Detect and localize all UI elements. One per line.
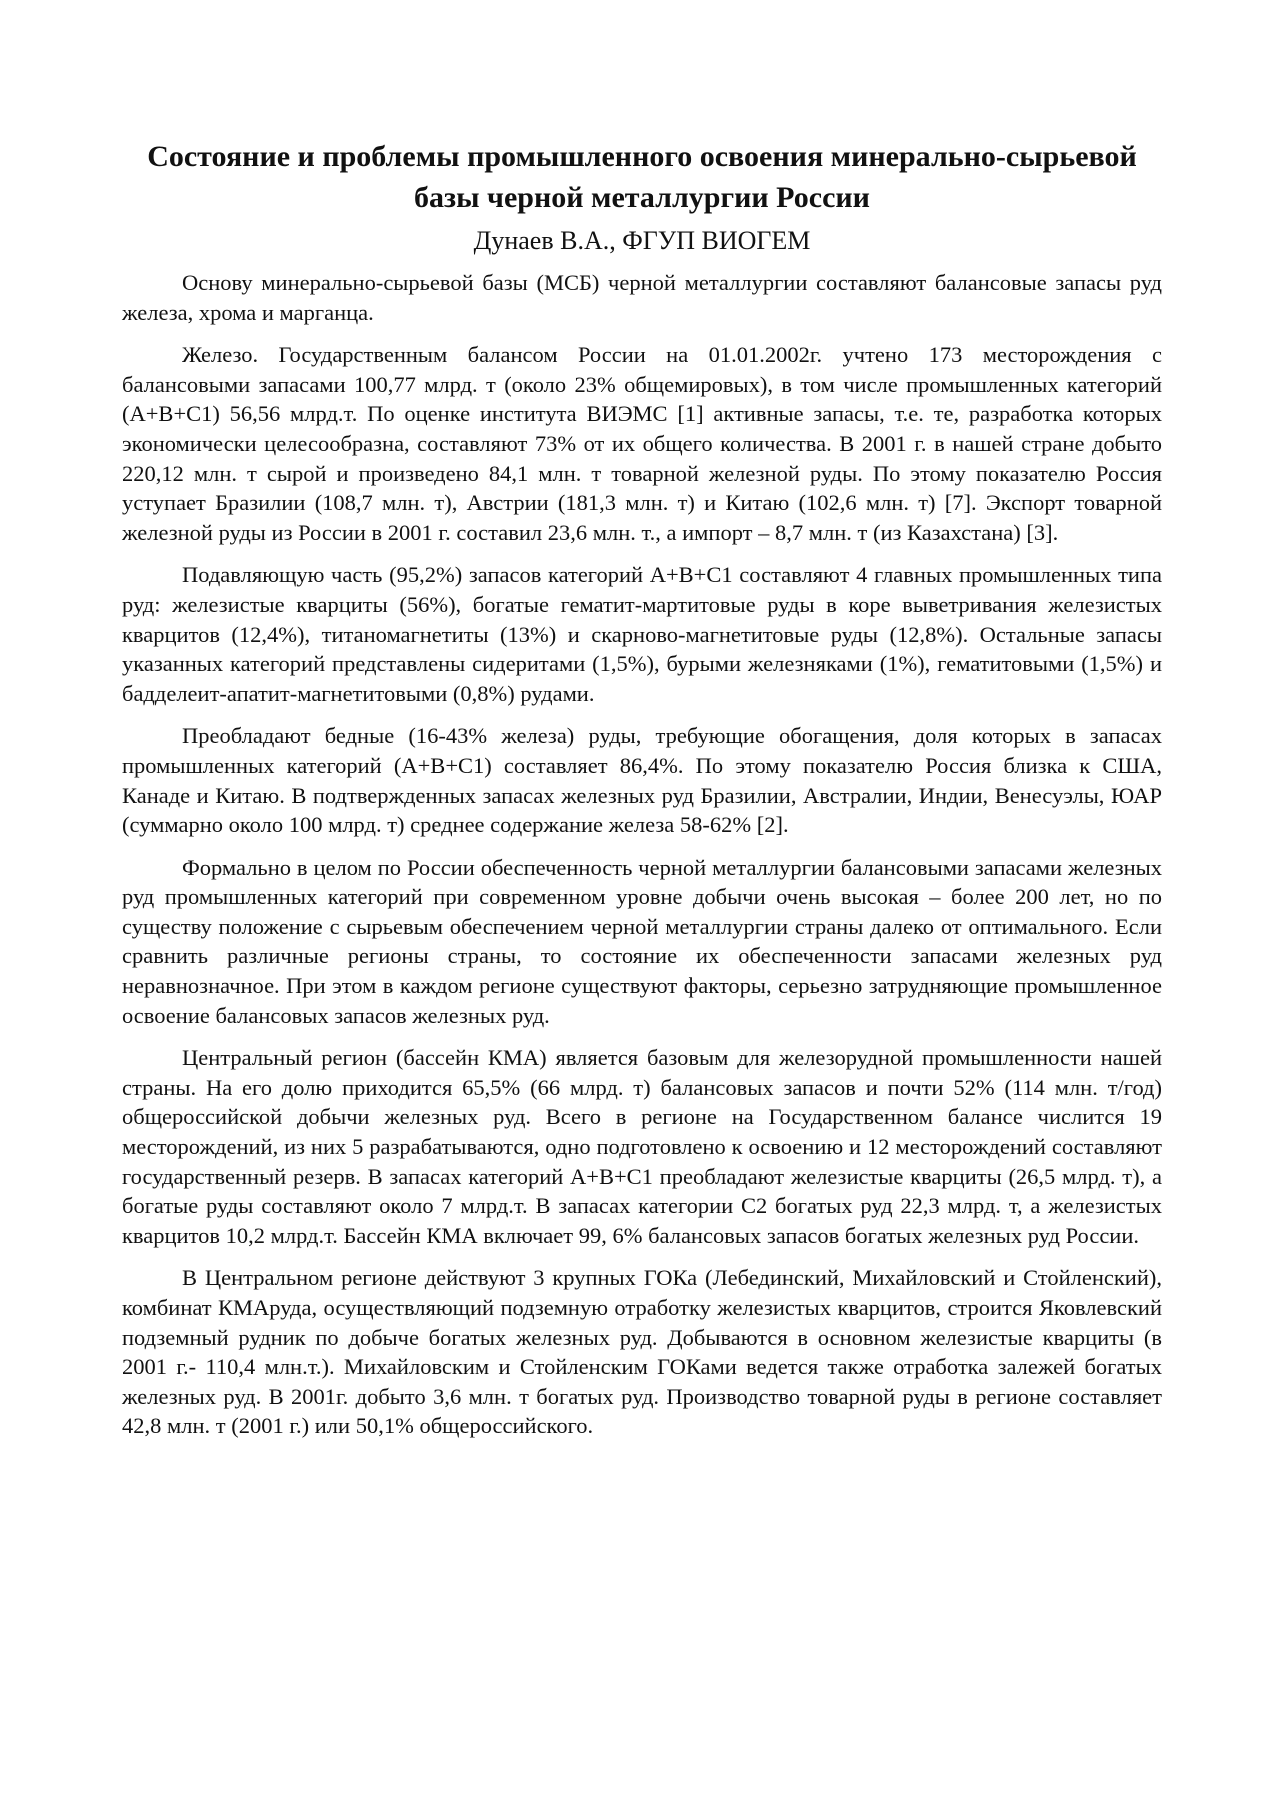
paragraph-ore-types: Подавляющую часть (95,2%) запасов категорий А+В+С1 составляют 4 главных промышленных типа руд: железистые кварциты (56%), богатые гематит-мартитовые руды в коре выветривания железистых кварцитов (12,4%), титаномагнетиты (13%) и скарново-магнетитовые руды (12,8%). Остальные запасы указанных категорий представлены сидеритами (1,5%), бурыми железняками (1%), гематитовыми (1,5%) и бадделеит-апатит-магнетитовыми (0,8%) рудами. <box>122 562 1162 706</box>
paragraph-poor-ores: Преобладают бедные (16-43% железа) руды, требующие обогащения, доля которых в запасах промышленных категорий (А+В+С1) составляет 86,4%. По этому показателю Россия близка к США, Канаде и Китаю. В подтвержденных запасах железных руд Бразилии, Австралии, Индии, Венесуэлы, ЮАР (суммарно около 100 млрд. т) среднее содержание железа 58-62% [2]. <box>122 723 1162 838</box>
document-title: Состояние и проблемы промышленного освоения минерально-сырьевой базы черной металлургии России <box>147 140 1137 214</box>
paragraph-iron-reserves: Железо. Государственным балансом России на 01.01.2002г. учтено 173 месторождения с балансовыми запасами 100,77 млрд. т (около 23% общемировых), в том числе промышленных категорий (А+В+С1) 56,56 млрд.т. По оценке института ВИЭМС [1] активные запасы, т.е. те, разработка которых экономически целесообразна, составляют 73% от их общего количества. В 2001 г. в нашей стране добыто 220,12 млн. т сырой и произведено 84,1 млн. т товарной железной руды. По этому показателю Россия уступает Бразилии (108,7 млн. т), Австрии (181,3 млн. т) и Китаю (102,6 млн. т) [7]. Экспорт товарной железной руды из России в 2001 г. составил 23,6 млн. т., а импорт – 8,7 млн. т (из Казахстана) [3]. <box>122 342 1162 545</box>
paragraph-central-goks: В Центральном регионе действуют 3 крупных ГОКа (Лебединский, Михайловский и Стойленский), комбинат КМАруда, осуществляющий подземную отработку железистых кварцитов, строится Яковлевский подземный рудник по добыче богатых железных руд. Добываются в основном железистые кварциты (в 2001 г.- 110,4 млн.т.). Михайловским и Стойленским ГОКами ведется также отработка залежей богатых железных руд. В 2001г. добыто 3,6 млн. т богатых руд. Производство товарной руды в регионе составляет 42,8 млн. т (2001 г.) или 50,1% общероссийского. <box>122 1265 1162 1439</box>
paragraph-intro: Основу минерально-сырьевой базы (МСБ) черной металлургии составляют балансовые запасы руд железа, хрома и марганца. <box>122 270 1162 325</box>
paragraph-supply: Формально в целом по России обеспеченность черной металлургии балансовыми запасами железных руд промышленных категорий при современном уровне добычи очень высокая – более 200 лет, но по существу положение с сырьевым обеспечением черной металлургии страны далеко от оптимального. Если сравнить различные регионы страны, то состояние их обеспеченности запасами железных руд неравнозначное. При этом в каждом регионе существуют факторы, серьезно затрудняющие промышленное освоение балансовых запасов железных руд. <box>122 854 1162 1028</box>
document-author: Дунаев В.А., ФГУП ВИОГЕМ <box>473 226 811 255</box>
paragraph-central-region: Центральный регион (бассейн КМА) является базовым для железорудной промышленности нашей страны. На его долю приходится 65,5% (66 млрд. т) балансовых запасов и почти 52% (114 млн. т/год) общероссийской добычи железных руд. Всего в регионе на Государственном балансе числится 19 месторождений, из них 5 разрабатываются, одно подготовлено к освоению и 12 месторождений составляют государственный резерв. В запасах категорий А+В+С1 преобладают железистые кварциты (26,5 млрд. т), а богатые руды составляют около 7 млрд.т. В запасах категории С2 богатых руд 22,3 млрд. т, а железистых кварцитов 10,2 млрд.т. Бассейн КМА включает 99, 6% балансовых запасов богатых железных руд России. <box>122 1045 1162 1248</box>
document-page <box>122 136 1162 1454</box>
